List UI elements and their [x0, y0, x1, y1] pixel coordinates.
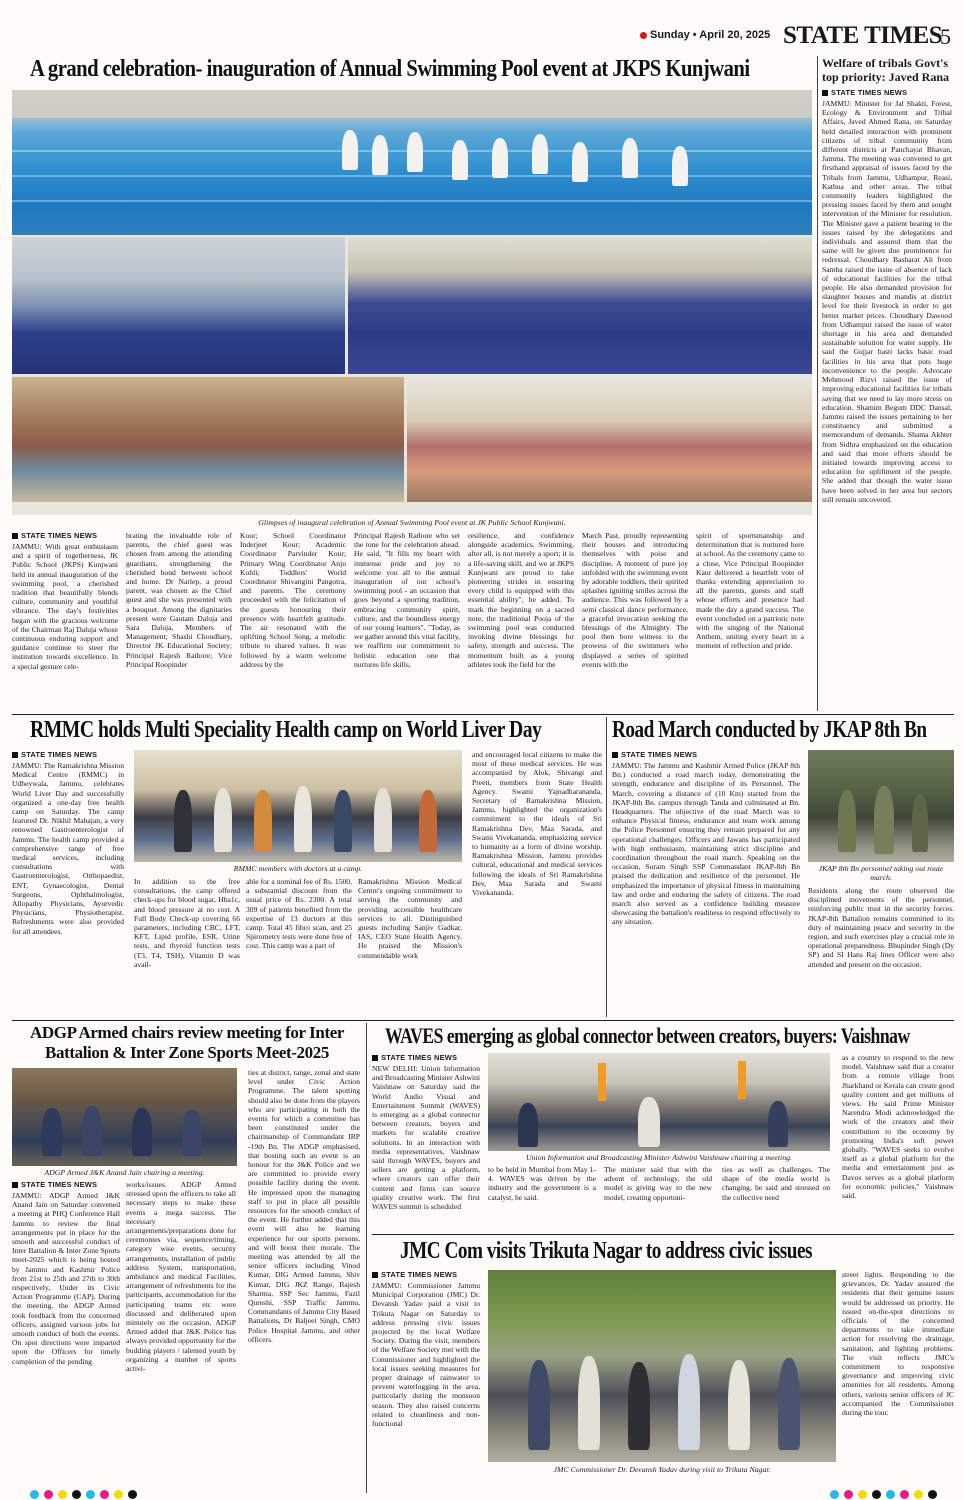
story6-col1: JAMMU: Commissioner Jammu Municipal Corporation (JMC) Dr. Devansh Yadav paid a visit to Trikuta Nagar on Saturday to address pressing civic issues projected by the local Welfare Society. During the visit, members of the Welfare Society met with the Commissioner and highlighted the local issues seeking measures for proper drainage of rainwater to prevent waterlogging in the area, particularly during the monsoon season. They also raised concerns related to cleanliness and non-functional: [372, 1281, 480, 1429]
page-number: 5: [940, 24, 951, 49]
sidebar-story: [822, 56, 954, 711]
paper-name: STATE TIMES: [783, 22, 943, 49]
section-rule: [12, 1020, 954, 1021]
story5-col2: to be held in Mumbai from May 1-4. WAVES was driven by the industry and the government is a catalyst, he said.: [488, 1165, 596, 1202]
story6-col2: street lights. Responding to the grievances, Dr. Yadav assured the residents that their genuine issues would be addressed on priority. He issued on-the-spot directions to officials of the concerned departments to take immediate action for resolving the drainage, sanitation, and lighting problems. The visit reflects JMC's commitment to responsive governance and improving civic amenities for all residents. Among others, various senior officers of JC accompanied the Commissioner during the tour.: [842, 1270, 954, 1418]
story1-col7: spirit of sportsmanship and determination that is nurtured here at school. As the ceremony came to a close, Vice Principal Roopinder Kaur delivered a heartfelt vote of thanks extending appreciation to all the parents, guests and staff whose efforts and presence had made the day a grand success. The event concluded on a patriotic note with the singing of the National Anthem, uniting every heart in a moment of reflection and pride.: [696, 531, 804, 651]
story5-col5: as a country to respond to the new model. Vaishnaw said that a creator from a remote village from Jharkhand or Kerala can create good quality content and get millions of views. He said Prime Minister Narendra Modi acknowledged the work of the creators and their contribution to the economy by promoting India's soft power globally. "WAVES seeks to evolve itself as a global platform for the media and entertainment just as Davos serves as a global platform for economic policies," Vaishnaw said.: [842, 1053, 954, 1201]
bullet-square-icon: [12, 1182, 18, 1188]
story2-col1: JAMMU: The Ramakrishna Mission Medical Centre (RMMC) in Udheywala, Jammu, celebrates World Liver Day and successfully organized a one-day free health camp on Saturday. The camp featured Dr. Nikhil Mahajan, a very renowned Gastroenterologist of Jammu. The health camp provided a comprehensive range of free medical services, including consultations with Gastroenterologist, Orthopaedist, ENT, Gynaecologist, Dental Surgeons, Ophthalmologist, Allopathy Physicians, Ayurvedic Physicians, Physiotherapist. Refreshments were also provided for all attendees.: [12, 761, 124, 936]
story2-headline: RMMC holds Multi Speciality Health camp on World Liver Day: [30, 717, 542, 743]
story4-story: [12, 1068, 362, 1493]
story4-col3: ties at district, range, zonal and state level under Civic Action Programme. The talent spotting should also be done from the players who are participating in both the events for which a committee has been constituted under the chairmanship of Commandant IRP -19th Bn. The ADGP emphasised, that hosting such an event is an honour for the J&K Police and we are committed to provide every possible facility during the event. He impressed upon the managing staff to put in place all possible resources for the smooth conduct of the event. He further added that this event will also be learning experience for our sports persons, and will boost their morale. The meeting was attended by all the senior officers including Vinod Kumar, DIG Armed Jammu, Shiv Kumar, DIG JKZ Range, Rajesh Sharma, SSP Sec Jammu, Fazil Qureshi, SSP Traffic Jammu, Commandants of Jammu City Based Battalions, Dr Baljeet Singh, CMO Police Hospital Jammu, and other officers.: [248, 1068, 360, 1344]
story5-col1: NEW DELHI: Union Information and Broadcasting Minister Ashwini Vaishnaw on Saturday said the World Audio Visual and Entertainment Summit (WAVES) is emerging as a global connector between creators, buyers and markets for scalable creative solutions. In an interaction with media representatives, Vaishnaw said through WAVES, buyers and sellers are getting a platform, where creators can offer their content and firms can source quality creative work. The first WAVES summit is scheduled: [372, 1064, 480, 1212]
story1-col2: brating the invaluable role of parents, the chief guest was chosen from among the attending guardians, strengthening the cherished bond between school and home. Dr Narlep, a proud parent, was chosen as the Chief guest and she was presented with a bouquet. Among the dignitaries present were Gautam Daluja and Sara Daluja, Members of Management; Shashi Choudhary, Director JK Educational Society; Principal Rajesh Rathore; Vice Principal Roopinder: [126, 531, 232, 669]
section-rule: [12, 714, 954, 715]
story1-col3: Kour; School Coordinator Inderjeet Kour; Academic Coordinator Parvinder Kour; Primary Wing Coordinator Anju Kohli; Toddlers' World Coordinator Shivangini Pangotra, and parents. The ceremony proceeded with the felicitation of the guests honouring their presence with heartfelt gratitude. The air resonated with the uplifting School Song, a melodic tribute to shared values. It was followed by a warm welcome address by the: [240, 531, 346, 669]
sidebar-divider: [817, 56, 818, 711]
jmc-photo: [488, 1270, 836, 1462]
sidebar-tag: STATE TIMES NEWS: [822, 88, 907, 97]
story2-caption: RMMC members with doctors at a camp.: [233, 864, 363, 873]
story1-tag: STATE TIMES NEWS: [12, 531, 97, 540]
story5-col3: The minister said that with the advent of technology, the old model is giving way to the new model, creating opportuni-: [604, 1165, 712, 1202]
students-photo-right: [348, 237, 812, 374]
story4-headline: ADGP Armed chairs review meeting for Inter Battalion & Inter Zone Sports Meet-2025: [30, 1023, 344, 1062]
bullet-square-icon: [822, 90, 828, 96]
audience-photo-right: [407, 377, 812, 502]
story3-caption: JKAP 8th Bn personnel taking out route march.: [818, 864, 944, 882]
story3-col2: Residents along the route observed the disciplined movements of the personnel, reinforcing public trust in the security forces. JKAP-8th Battalion remains committed to its duty of maintaining peace and security in the region, and such exercises play a crucial role in operational preparedness. Bhupinder Singh (Dy SP) and SI Hans Raj lines Officer were also attended and present on the occasion.: [808, 886, 954, 969]
audience-photo-left: [12, 377, 404, 502]
story5-caption: Union Information and Broadcasting Minister Ashwini Vaishnaw chairing a meeting.: [526, 1153, 792, 1162]
story4-tag: STATE TIMES NEWS: [12, 1180, 97, 1189]
story1-col1: JAMMU: With great enthusiasm and a spirit of togetherness, JK Public School (JKPS) Kunjwani held its annual inauguration of the swimming pool, a cherished tradition that beautifully blends culture, community and youthful vibrance. The day's festivities began with the gracious welcome of the Chairman Raj Daluja whose continuous enduring support and guidance continue to steer the institution towards excellence. In a special gesture cele-: [12, 542, 118, 671]
adgp-photo: [12, 1068, 237, 1166]
story2-col5: and encouraged local citizens to make the most of these medical services. He was accompanied by Alok, Shivangi and Preeti, members from State Health Agency. Swami Yajnadharananda, Secretary of Ramakrishna Mission, Jammu, highlighted the organization's commitment to the ideals of Sri Ramakrishna Dev, Maa Sarada, and Swami Vivekananda, emphasizing service to humanity as a form of divine worship. Ramakrishna Mission, Jammu provides cultural, educational and medical services following the ideals of Sri Ramakrishna Dev, Maa Sarada and Swami Vivekananda.: [472, 750, 602, 898]
registration-marks-right: [830, 1490, 937, 1499]
story4-col2: works/issues. ADGP Armed stressed upon the officers to take all necessary steps to make these events a mega success. The necessary arrangements/preparations done for ceremonies via, sequence/timing, category wise events, security arrangements, installation of public address System, transportation, ambulance and medical Facilities, arrangement of refreshments for the participants, accommodation for the participating teams etc were discussed and deliberated upon minutely on the occasion. ADGP Armed added that J&K Police has always provided opportunity for the budding players / talented youth by organizing a number of sports activi-: [126, 1180, 236, 1374]
sidebar-headline: Welfare of tribals Govt's top priority: Javed Rana: [822, 56, 949, 84]
story6-caption: JMC Commissioner Dr. Devansh Yadav during visit to Trikuta Nagar.: [553, 1465, 771, 1474]
story5-headline: WAVES emerging as global connector between creators, buyers: Vaishnaw: [385, 1023, 910, 1048]
story1-col6: March Past, proudly representing their houses and introducing themselves with poise and discipline. A moment of pure joy unfolded with the swimming event by adorable toddlers, their spirited splashes igniting smiles across the audience. This was followed by a semi classical dance performance, a graceful invocation seeking the blessings of the Almighty. The pool then bore witness to the prowess of the swimmers who displayed a series of spirited events with the: [582, 531, 688, 669]
story5-tag: STATE TIMES NEWS: [372, 1053, 457, 1062]
story3-divider: [606, 717, 607, 1017]
march-photo: [808, 750, 954, 862]
story1-body: [12, 531, 812, 711]
bullet-square-icon: [12, 533, 18, 539]
story2-tag: STATE TIMES NEWS: [12, 750, 97, 759]
sidebar-body: JAMMU: Minister for Jal Shakti, Forest, Ecology & Environment and Tribal Affairs, Javed Ahmed Rana, on Saturday held detailed interaction with prominent citizens of tribal community from different districts at Panchayat Bhavan, Jamma. The meeting was convened to get firsthand appraisal of issues faced by the Tribals from Jammu, Udhampur, Reasi, Kathua and other areas. The tribal community leaders highlighted the pressing issues faced by them and sought intervention of the Minister for resolution. The Minister gave a patient hearing to the issues raised by the delegations and individuals and assured them that the same will be given due prominence for redressal. Choudhary Basharat Ali from Samba raised the issue of absence of lack of educational facilities for the tribal people. He also demanded provision for slaughter houses and mandis at district level for their livestock in order to get better market prices. Choudhary Dawood from Udhampur raised the issue of water shortage in his area and demanded sustainable solution for water supply. He said the Gujjar basti lacks basic road facilities in his area that puts huge inconvenience to the people. Advocate Mehmood Rizvi raised the issue of improving educational facilities for tribals saying that we need to lay more stress on education. Shamim Begum DDC Dansal, Jammu raised the issues pertaining to her constituency and submitted a memorandum of demands. Shama Akhter from Sidhra emphasized on the education and said that more efforts should be initiated towards improving access to education for upliftment of the people. She added that though the water issue have been solved in her area but sectors still remain uncovered.: [822, 99, 952, 504]
story1-caption: Glimpses of inaugural celebration of Annual Swimming Pool event at JK Public School Kunjwani.: [258, 518, 566, 527]
story1-photo-collage: [12, 90, 812, 515]
story1-col5: resilience, and confidence alongside academics. Swimming, after all, is not merely a sport; it is a life-saving skill, and we at JKPS Kunjwani are proud to take pioneering strides in ensuring every child is equipped with this essential ability", he added. To mark the beginning on a sacred note, the traditional Pooja of the swimming pool was conducted invoking divine blessings for safety, strength and success. The momentum built as a young athletes took the field for the: [468, 531, 574, 669]
story3-tag: STATE TIMES NEWS: [612, 750, 697, 759]
section-rule: [372, 1234, 954, 1235]
date-line: Sunday • April 20, 2025: [650, 29, 771, 41]
story2-story: [12, 750, 602, 1020]
story5-col4: ties as well as challenges. The shape of the media world is changing, he said and stressed on the collective need: [722, 1165, 830, 1202]
bullet-square-icon: [372, 1055, 378, 1061]
bullet-square-icon: [372, 1272, 378, 1278]
story2-col4: Ramakrishna Mission Medical Centre's ongoing commitment to serving the community and providing accessible healthcare services to all. Distinguished guests including Sanjiv Gadkar, IAS, CEO State Health Agency. He praised the Mission's commendable work: [358, 877, 462, 960]
story6-story: [372, 1270, 954, 1490]
story3-headline: Road March conducted by JKAP 8th Bn: [612, 717, 927, 743]
story4-col1: JAMMU: ADGP Armed J&K Anand Jain on Saturday convened a meeting at PHQ Conference Hall Jammu to review the final arrangements put in place for the smooth and successful conduct of Inter Battalion & Inter Zone Sports meet-2025 which is being hosted by Jammu and Kashmir Police from 21st to 25th and 27th to 30th respectively, Under its Civic Action Programme (CAP). During the meeting, the ADGP Armed took feedback from the concerned officers, assigned various jobs for smooth conduct of both the events. On spot directions were imparted upon the Officers for timely completion of the pending: [12, 1191, 120, 1366]
story3-col1: JAMMU: The Jammu and Kashmir Armed Police (JKAP 8th Bn.) conducted a road march today, demonstrating the strength, endurance and discipline of its Personnel. The March, covering a distance of (10 Km) started from the JKAP-8th Bn. campus through Tanda and culminated at Bn. Headquarters. The objective of the road March was to enhance Physical fitness, endurance and team work among the Police Personnel ensuring they remain prepared for any operational challenges. Officers and Jawans has participated with high enthusiasm, maintaining strict discipline and coordination throughout the road march. Speaking on the occasion, Suram Singh SSP Commandant JKAP-8th Bn praised the dedication and resilience of the personnel. He emphasized the importance of physical fitness in maintaining law and order and enduring the safety of citizens. The road march also served as a confidence building measure showcasing the battalion's readiness to respond effectively to any situation.: [612, 761, 800, 927]
story2-col2: In addition to the free consultations, the camp offered check-ups for blood sugar, Hba1c, and blood pressure at no cost. A Full Body Check-up covering 66 parameters, including CBC, LFT, KFT, Lipid profile, ESR, Urine tests, and thyroid function tests (T3, T4, TSH), Vitamin D was avail-: [134, 877, 240, 969]
registration-marks-left: [30, 1490, 137, 1499]
students-photo-left: [12, 237, 345, 374]
story4-caption: ADGP Armed J&K Anand Jain chairing a meeting.: [44, 1168, 205, 1177]
pool-photo: [12, 90, 812, 235]
story3-story: [612, 750, 954, 1020]
masthead: [640, 22, 956, 50]
story5-story: [372, 1053, 954, 1231]
story1-headline: A grand celebration- inauguration of Annual Swimming Pool event at JKPS Kunjwani: [30, 56, 750, 82]
story2-col3: able for a nominal fee of Rs. 1500, a substantial discount from the usual price of Rs. 2300. A total 309 of patients benefited from the expertise of 13 doctors at this camp. Total 45 fibro scan, and 25 Spirometry tests were done free of cost. This camp was a part of: [246, 877, 352, 951]
story1-col4: Principal Rajesh Rathore who set the tone for the celebration ahead. He said, "It fills my heart with immense pride and joy to welcome you all to the annual inauguration of our school's swimming pool - an occasion that goes beyond a sporting tradition, embracing community spirit, culture, and the boundless energy of our young learners". "Today, as we gather around this vital facility, we reaffirm our commitment to holistic education one that nurtures life skills,: [354, 531, 460, 669]
rmmc-photo: [134, 750, 462, 862]
bullet-square-icon: [612, 752, 618, 758]
masthead-dot: [640, 32, 647, 39]
story6-tag: STATE TIMES NEWS: [372, 1270, 457, 1279]
bullet-square-icon: [12, 752, 18, 758]
story6-headline: JMC Com visits Trikuta Nagar to address civic issues: [400, 1238, 813, 1264]
story5-divider: [366, 1023, 367, 1493]
waves-photo: [488, 1053, 830, 1151]
